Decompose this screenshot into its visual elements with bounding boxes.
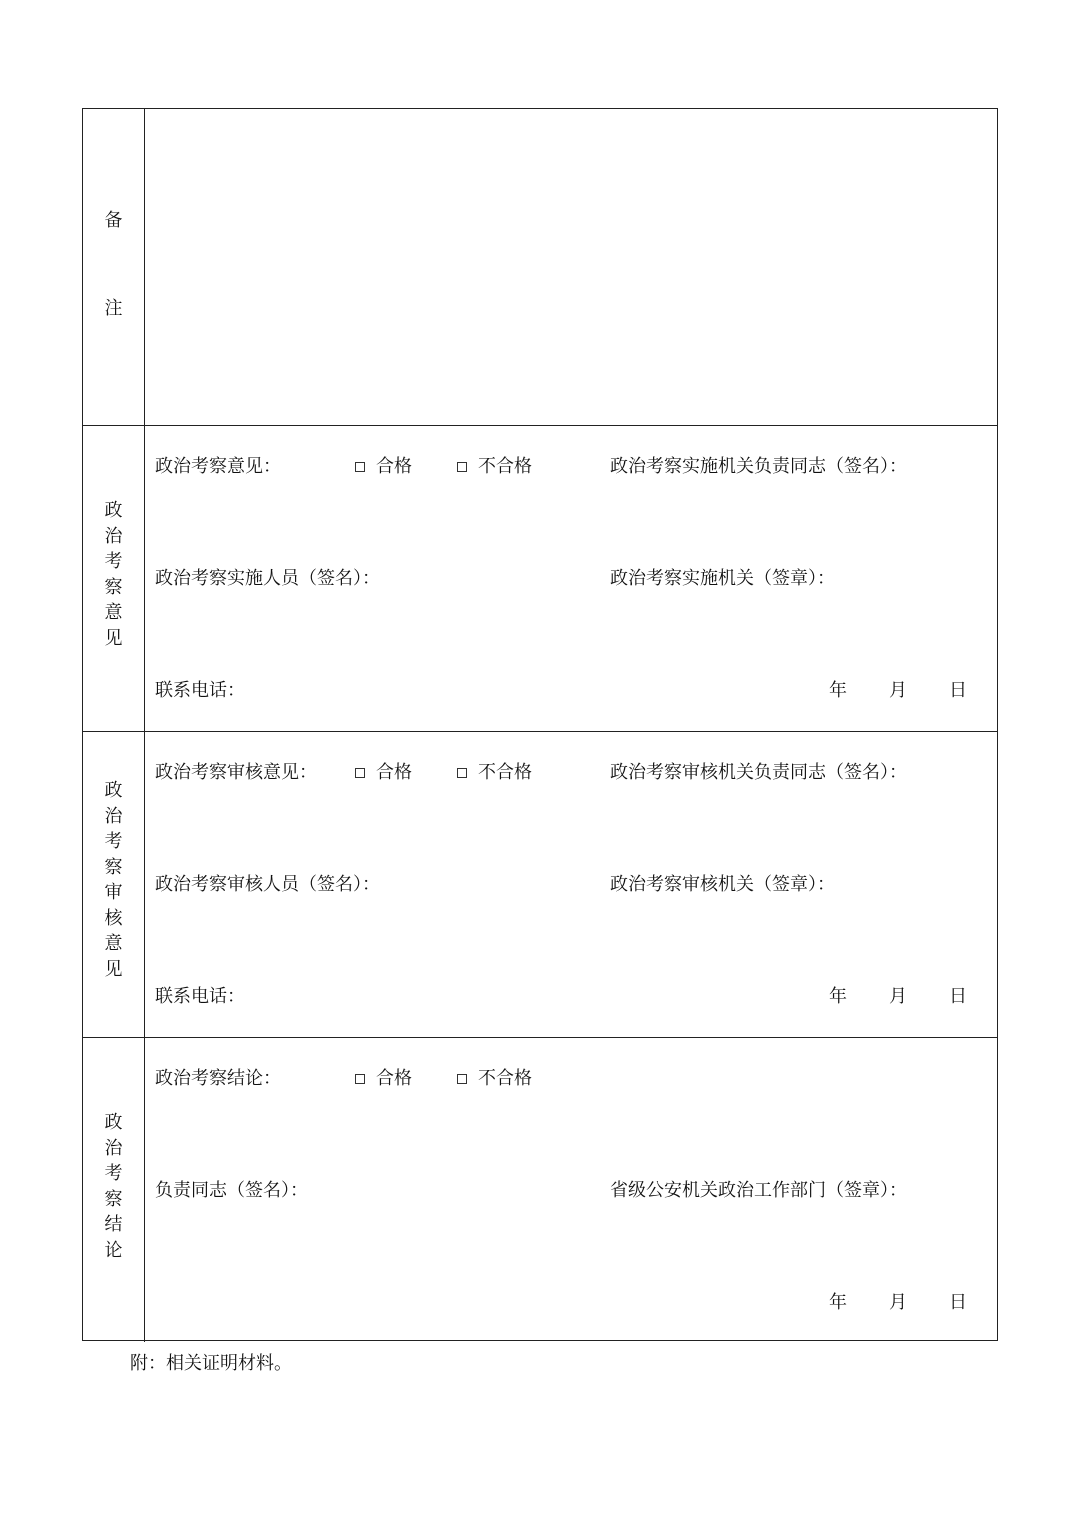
conclusion-row xyxy=(83,1037,997,1342)
review-label xyxy=(83,778,144,982)
conclusion-date-year[interactable]: 年 xyxy=(829,1292,847,1313)
conclusion-label-text: 政治考察结论： xyxy=(155,1068,281,1089)
review-label-char: 意 xyxy=(104,933,123,954)
remark-label xyxy=(83,177,144,353)
investigation-phone-label[interactable]: 联系电话： xyxy=(155,680,245,701)
investigation-pass-checkbox[interactable] xyxy=(355,455,412,479)
conclusion-label-char: 政 xyxy=(104,1112,123,1133)
investigation-label-char: 治 xyxy=(104,525,123,547)
review-fail-label: 不合格 xyxy=(478,762,532,783)
review-label-cell xyxy=(83,732,145,1037)
review-date-year[interactable]: 年 xyxy=(829,986,847,1007)
review-label-char: 见 xyxy=(104,958,123,980)
checkbox-square-icon[interactable] xyxy=(355,768,365,778)
conclusion-fail-checkbox[interactable] xyxy=(457,1067,532,1091)
conclusion-label xyxy=(83,1110,144,1263)
review-phone-label[interactable]: 联系电话： xyxy=(155,986,245,1007)
investigation-org-seal[interactable]: 政治考察实施机关（签章）： xyxy=(610,568,835,589)
review-pass-label: 合格 xyxy=(376,762,412,783)
conclusion-label-cell xyxy=(83,1038,145,1342)
review-label-char: 治 xyxy=(104,805,123,827)
review-label-char: 考 xyxy=(104,831,123,852)
investigation-fail-label: 不合格 xyxy=(478,456,532,477)
investigation-label-char: 察 xyxy=(104,576,123,598)
remark-label-cell xyxy=(83,109,145,425)
conclusion-date-month[interactable]: 月 xyxy=(889,1292,907,1313)
conclusion-label-char: 察 xyxy=(104,1188,123,1210)
conclusion-label-char: 考 xyxy=(104,1163,123,1184)
review-date-day[interactable]: 日 xyxy=(949,986,967,1007)
investigation-date-day[interactable]: 日 xyxy=(949,680,967,701)
conclusion-pass-checkbox[interactable] xyxy=(355,1067,412,1091)
investigation-label-cell xyxy=(83,426,145,731)
review-org-seal[interactable]: 政治考察审核机关（签章）： xyxy=(610,874,835,895)
investigation-label-char: 考 xyxy=(104,551,123,572)
remark-row xyxy=(83,109,997,425)
review-label-char: 政 xyxy=(104,780,123,801)
conclusion-fail-label: 不合格 xyxy=(478,1068,532,1089)
review-label-char: 核 xyxy=(104,907,123,929)
investigation-label-char: 见 xyxy=(104,627,123,649)
investigation-leader-signature[interactable]: 政治考察实施机关负责同志（签名）： xyxy=(610,456,907,477)
investigation-date-month[interactable]: 月 xyxy=(889,680,907,701)
review-pass-checkbox[interactable] xyxy=(355,761,412,785)
checkbox-square-icon[interactable] xyxy=(457,768,467,778)
conclusion-label-char: 论 xyxy=(104,1239,123,1261)
conclusion-label-char: 治 xyxy=(104,1137,123,1159)
investigation-label xyxy=(83,498,144,651)
review-label-char: 察 xyxy=(104,856,123,878)
checkbox-square-icon[interactable] xyxy=(457,462,467,472)
conclusion-dept-seal[interactable]: 省级公安机关政治工作部门（签章）： xyxy=(610,1180,907,1201)
review-opinion-label: 政治考察审核意见： xyxy=(155,762,317,783)
investigation-label-char: 意 xyxy=(104,602,123,623)
conclusion-label-char: 结 xyxy=(104,1214,123,1235)
review-leader-signature[interactable]: 政治考察审核机关负责同志（签名）： xyxy=(610,762,907,783)
checkbox-square-icon[interactable] xyxy=(355,462,365,472)
review-opinion-row xyxy=(83,731,997,1037)
conclusion-pass-label: 合格 xyxy=(376,1068,412,1089)
remark-label-char: 注 xyxy=(104,298,123,319)
conclusion-leader-signature[interactable]: 负责同志（签名）： xyxy=(155,1180,308,1201)
investigation-pass-label: 合格 xyxy=(376,456,412,477)
investigation-opinion-row xyxy=(83,425,997,731)
checkbox-square-icon[interactable] xyxy=(355,1074,365,1084)
checkbox-square-icon[interactable] xyxy=(457,1074,467,1084)
investigation-staff-signature[interactable]: 政治考察实施人员（签名）： xyxy=(155,568,380,589)
attachment-footnote: 附：相关证明材料。 xyxy=(130,1353,292,1374)
investigation-fail-checkbox[interactable] xyxy=(457,455,532,479)
investigation-opinion-label: 政治考察意见： xyxy=(155,456,281,477)
review-label-char: 审 xyxy=(104,882,123,903)
political-review-form xyxy=(82,108,998,1341)
review-date-month[interactable]: 月 xyxy=(889,986,907,1007)
conclusion-date-day[interactable]: 日 xyxy=(949,1292,967,1313)
investigation-date-year[interactable]: 年 xyxy=(829,680,847,701)
review-fail-checkbox[interactable] xyxy=(457,761,532,785)
investigation-label-char: 政 xyxy=(104,500,123,521)
remark-label-char: 备 xyxy=(104,210,123,231)
review-staff-signature[interactable]: 政治考察审核人员（签名）： xyxy=(155,874,380,895)
remark-content-area[interactable] xyxy=(145,109,997,425)
